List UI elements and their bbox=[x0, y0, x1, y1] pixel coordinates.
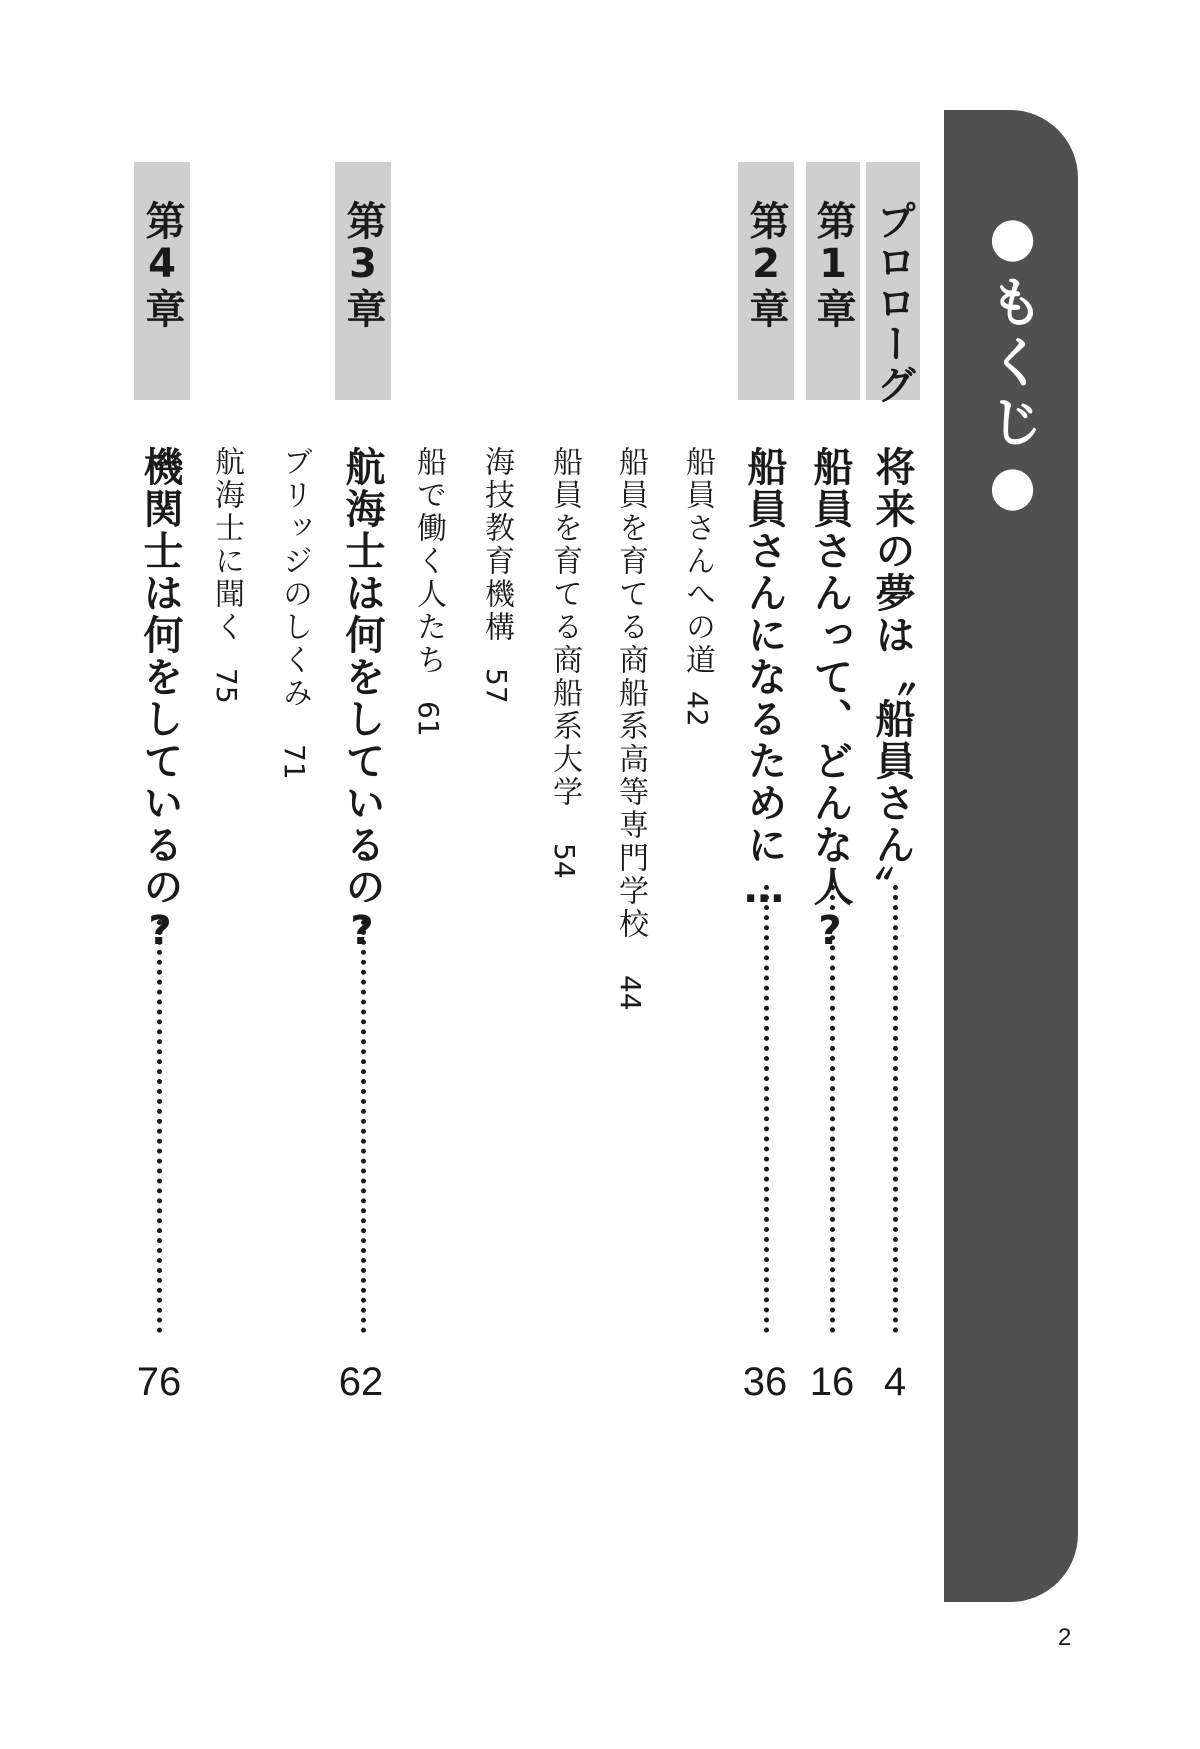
page-number: 2 bbox=[1058, 1624, 1072, 1651]
dotted-leader bbox=[764, 885, 769, 1333]
tab-chapter-4-label: 第4章 bbox=[139, 200, 185, 329]
toc-entry-chapter-3[interactable] bbox=[340, 446, 384, 956]
dotted-leader bbox=[361, 920, 366, 1333]
tab-chapter-3-label: 第3章 bbox=[340, 200, 386, 329]
toc-subentry-page: 44 bbox=[614, 975, 647, 1011]
dotted-leader bbox=[157, 920, 162, 1333]
toc-entry-title: 機関士は何をしているの? bbox=[137, 446, 183, 956]
tab-chapter-2-label: 第2章 bbox=[743, 200, 789, 329]
toc-subentry[interactable] bbox=[614, 446, 647, 1011]
toc-entry-chapter-2[interactable] bbox=[742, 446, 786, 914]
toc-subentry-title: 船員を育てる商船系高等専門学校 bbox=[613, 446, 648, 941]
toc-subentry-page: 71 bbox=[278, 744, 311, 780]
toc-subentry-title: 航海士に聞く bbox=[209, 446, 244, 644]
toc-entry-title: 航海士は何をしているの? bbox=[339, 446, 385, 956]
toc-subentry[interactable] bbox=[681, 446, 714, 727]
tab-chapter-2[interactable] bbox=[738, 162, 794, 400]
toc-subentry[interactable] bbox=[412, 446, 445, 737]
tab-prologue[interactable] bbox=[866, 162, 920, 405]
toc-page-number: 62 bbox=[338, 1360, 384, 1404]
toc-subentry-title: 船で働く人たち bbox=[411, 446, 446, 677]
toc-entry-title: 船員さんって、どんな人? bbox=[807, 446, 853, 956]
toc-subentry-page: 75 bbox=[210, 668, 243, 704]
toc-subentry-page: 42 bbox=[681, 691, 714, 727]
dotted-leader bbox=[830, 885, 835, 1333]
toc-subentry[interactable] bbox=[480, 446, 513, 704]
toc-page-number: 36 bbox=[742, 1360, 788, 1404]
tab-chapter-3[interactable] bbox=[335, 162, 391, 400]
toc-entry-chapter-1[interactable] bbox=[808, 446, 852, 956]
dotted-leader bbox=[893, 885, 898, 1333]
tab-chapter-1[interactable] bbox=[806, 162, 860, 400]
tab-prologue-label: プロローグ bbox=[870, 200, 916, 405]
toc-subentry[interactable] bbox=[210, 446, 243, 704]
toc-subentry[interactable] bbox=[278, 446, 311, 780]
toc-entry-title: 将来の夢は〝船員さん〟 bbox=[869, 446, 915, 908]
toc-entry-chapter-4[interactable] bbox=[138, 446, 182, 956]
page-title: ●もくじ● bbox=[981, 205, 1044, 523]
toc-subentry-page: 61 bbox=[412, 701, 445, 737]
toc-subentry-title: 海技教育機構 bbox=[479, 446, 514, 644]
toc-subentry[interactable] bbox=[548, 446, 581, 879]
toc-subentry-title: 船員を育てる商船系大学 bbox=[547, 446, 582, 809]
toc-page-number: 16 bbox=[809, 1360, 855, 1404]
toc-page-number: 76 bbox=[136, 1360, 182, 1404]
tab-chapter-4[interactable] bbox=[134, 162, 190, 400]
toc-subentry-page: 57 bbox=[480, 668, 513, 704]
toc-subentry-page: 54 bbox=[548, 843, 581, 879]
toc-entry-prologue[interactable] bbox=[870, 446, 914, 908]
tab-chapter-1-label: 第1章 bbox=[810, 200, 856, 329]
toc-entry-title: 船員さんになるために… bbox=[741, 446, 787, 914]
toc-subentry-title: ブリッジのしくみ bbox=[277, 446, 312, 710]
toc-page-number: 4 bbox=[883, 1360, 907, 1404]
toc-subentry-title: 船員さんへの道 bbox=[680, 446, 715, 677]
